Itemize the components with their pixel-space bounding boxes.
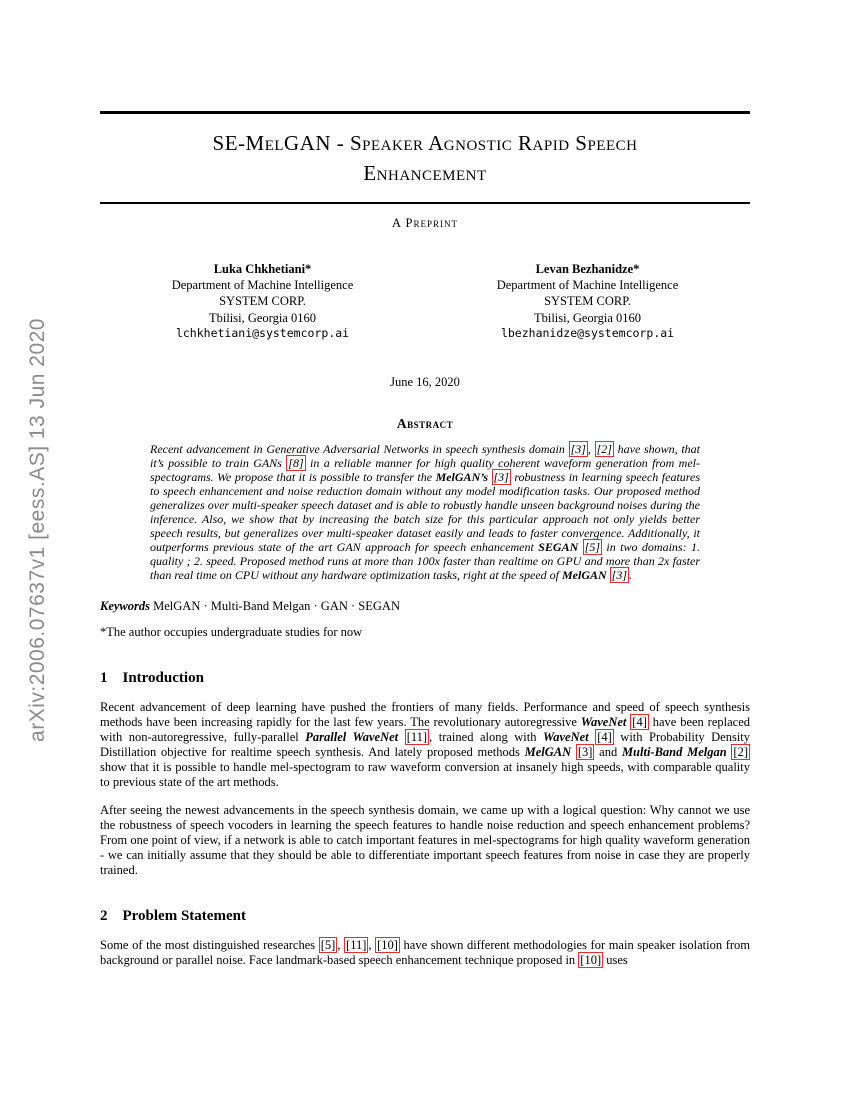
text-segment [398,730,405,744]
emphasized-term: Multi-Band Melgan [621,745,727,760]
author-email: lchkhetiani@systemcorp.ai [175,325,350,340]
author-organization: SYSTEM CORP. [219,294,306,309]
citation-link[interactable]: [5] [320,938,336,953]
emphasized-term: MelGAN [524,745,572,760]
text-segment: . [629,568,632,583]
citation-link[interactable]: [4] [632,715,647,730]
text-segment: Recent advancement in Generative Adversarial Networks in speech synthesis domain [150,441,569,456]
text-segment: have been replaced with non-autoregressive, fully-parallel [100,715,750,745]
text-segment [488,470,491,484]
citation-link[interactable]: [4] [597,730,612,745]
text-segment: with Probability Density Distillation objective for realtime speech synthesis. And lately proposed methods [100,730,751,760]
author-name: Levan Bezhanidze* [535,261,640,276]
paper-date: June 16, 2020 [390,374,460,389]
author-second [425,261,750,341]
text-segment: , trained along with [429,730,544,745]
citation-link[interactable]: [10] [377,938,398,953]
emphasized-term: MelGAN [561,568,607,583]
title-rule-bottom [100,202,750,204]
text-segment: have shown different methodologies for main speaker isolation from background or parallel noise. Face landmark-based speech enhancement technique proposed in [100,938,751,968]
text-segment: , [368,938,376,953]
author-department: Department of Machine Intelligence [496,278,679,293]
intro-paragraph-2 [100,803,750,878]
citation-link[interactable]: [2] [596,441,612,456]
section-heading-introduction [100,670,750,687]
text-segment: show that it is possible to handle mel-spectogram to raw waveform conversion at insanely high speeds, with comparable quality to previous state of the art methods. [100,760,750,790]
preprint-label: A Preprint [392,215,458,230]
author-email: lbezhanidze@systemcorp.ai [500,325,675,340]
text-segment [578,540,582,554]
text-segment: , [587,441,595,456]
text-segment: Recent advancement of deep learning have pushed the frontiers of many fields. Performance and speed of speech synthesis methods have been increasing rapidly for the last few years. The revolutionary autoregressive [100,700,750,730]
citation-link[interactable]: [11] [346,938,367,953]
text-segment: After seeing the newest advancements in the speech synthesis domain, we came up with a logical question: Why cannot we use the robustness of speech vocoders in learning the speech features to handle noise reduction and speech enhancement problems? From one point of view, if a network is able to catch important features in mel-spectograms for high quality waveform generation - we can initially assume that they should be able to differentiate important speech features from noise in case they are properly trained. [100,803,750,878]
text-segment: MelGAN · Multi-Band Melgan · GAN · SEGAN [150,599,400,614]
citation-link[interactable]: [3] [570,441,586,456]
citation-link[interactable]: [11] [406,730,428,745]
emphasized-term: SEGAN [538,540,579,555]
section-heading-problem-statement [100,908,750,925]
section-title: Introduction [122,670,204,687]
author-organization: SYSTEM CORP. [544,294,631,309]
author-first [100,261,425,341]
paper-content [100,0,750,968]
author-address: Tbilisi, Georgia 0160 [533,310,642,325]
title-rule-top [100,111,750,114]
citation-link[interactable]: [8] [288,455,304,470]
text-segment: in a reliable manner for high quality coherent waveform generation from mel-spectograms. We propose that it is possible to transfer the [150,455,700,484]
intro-paragraph-1 [100,700,750,790]
section-number: 2 [100,908,108,925]
author-footnote: *The author occupies undergraduate studies for now [100,625,363,640]
text-segment: Some of the most distinguished researches [100,938,319,953]
author-address: Tbilisi, Georgia 0160 [208,310,317,325]
author-block [100,261,750,341]
title-line-1: SE-MelGAN - Speaker Agnostic Rapid Speech [212,131,638,155]
text-segment: and [594,745,622,760]
text-segment: , [337,938,345,953]
emphasized-term: MelGAN’s [435,469,489,484]
problem-statement-paragraph-1 [100,938,750,968]
abstract-heading: Abstract [396,415,454,431]
emphasized-term: Parallel WaveNet [305,730,399,745]
section-number: 1 [100,670,108,687]
text-segment: robustness in learning speech features to speech enhancement and noise reduction domain without any model modification tasks. Our proposed method generalizes over multi-speaker speech dataset and is able to robustly handle unseen background noises during the inference. Also, we show that by increasing the batch size for this particular approach not only yields better speech results, but generalizes over multi-speaker dataset easily and leads to faster convergence. Additionally, it outperforms previous state of the art GAN approach for speech enhancement [150,469,700,555]
citation-link[interactable]: [3] [611,568,627,583]
section-title: Problem Statement [122,908,246,925]
author-name: Luka Chkhetiani* [213,261,312,276]
keywords-line [100,599,750,614]
emphasized-term: WaveNet [543,730,589,745]
text-segment: uses [603,953,628,968]
emphasized-term: Keywords [100,599,150,614]
arxiv-watermark: arXiv:2006.07637v1 [eess.AS] 13 Jun 2020 [26,318,49,742]
citation-link[interactable]: [3] [493,469,509,484]
citation-link[interactable]: [2] [733,745,748,760]
paper-title [100,128,750,189]
author-department: Department of Machine Intelligence [171,278,354,293]
emphasized-term: WaveNet [580,715,627,730]
text-segment: have shown, that it’s possible to train GANs [150,441,700,470]
citation-link[interactable]: [5] [584,540,601,555]
abstract-text [150,442,700,582]
citation-link[interactable]: [3] [577,745,593,760]
text-segment: in two domains: 1. quality ; 2. speed. Proposed method runs at more than 100x faster than realtime on GPU and more than 2x faster than real time on CPU without any hardware optimization tasks, right at the speed of [150,540,700,583]
title-line-2: Enhancement [363,161,487,186]
citation-link[interactable]: [10] [580,953,602,968]
